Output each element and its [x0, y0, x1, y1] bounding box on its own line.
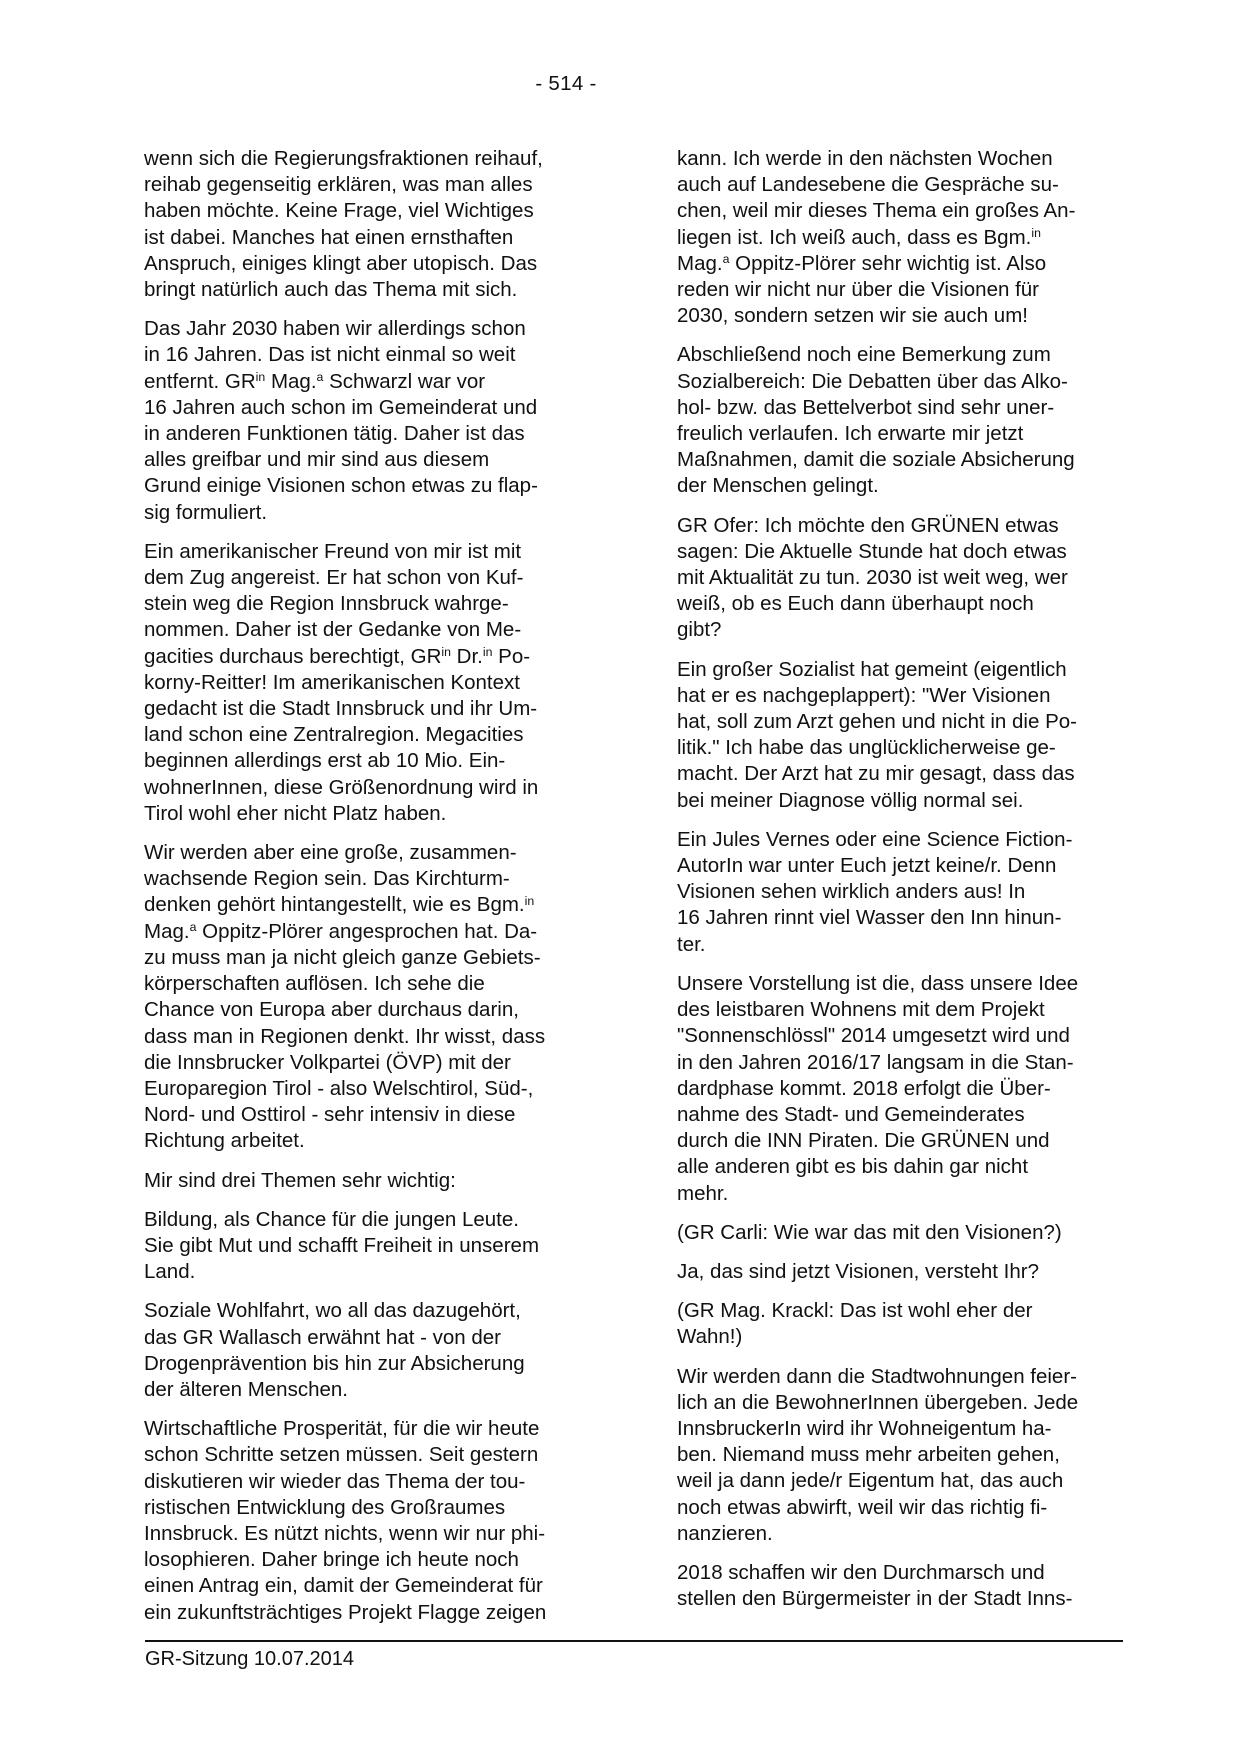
- text-line: Anspruch, einiges klingt aber utopisch. Das: [144, 251, 538, 275]
- text-line: Das Jahr 2030 haben wir allerdings schon: [144, 317, 526, 341]
- text-line: Ein großer Sozialist hat gemeint (eigentlich: [677, 657, 1067, 681]
- text-line: die Innsbrucker Volkpartei (ÖVP) mit der: [144, 1050, 511, 1074]
- text-line: InnsbruckerIn wird ihr Wohneigentum ha-: [677, 1416, 1052, 1440]
- paragraph: [677, 827, 1128, 958]
- text-line: Tirol wohl eher nicht Platz haben.: [144, 801, 447, 825]
- text-line: wohnerInnen, diese Größenordnung wird in: [144, 775, 539, 799]
- text-line: stellen den Bürgermeister in der Stadt Inns-: [677, 1587, 1073, 1611]
- text-line: hat er es nachgeplappert): "Wer Visionen: [677, 683, 1051, 707]
- text-line: Sozialbereich: Die Debatten über das Alko-: [677, 369, 1068, 393]
- text-line: 16 Jahren rinnt viel Wasser den Inn hinun-: [677, 906, 1062, 930]
- text-line: dass man in Regionen denkt. Ihr wisst, dass: [144, 1024, 546, 1048]
- text-line: Land.: [144, 1260, 196, 1284]
- text-line: beginnen allerdings erst ab 10 Mio. Ein-: [144, 749, 506, 773]
- text-line: zu muss man ja nicht gleich ganze Gebiets-: [144, 945, 541, 969]
- text-line: losophieren. Daher bringe ich heute noch: [144, 1548, 519, 1572]
- paragraph: [677, 1560, 1128, 1612]
- text-line: Grund einige Visionen schon etwas zu flap-: [144, 474, 538, 498]
- right-column: [677, 146, 1128, 1626]
- text-line: 16 Jahren auch schon im Gemeinderat und: [144, 395, 538, 419]
- paragraph: [144, 1298, 599, 1403]
- paragraph: [677, 1220, 1128, 1246]
- text-line: Abschließend noch eine Bemerkung zum: [677, 343, 1051, 367]
- text-line: gedacht ist die Stadt Innsbruck und ihr Um-: [144, 697, 538, 721]
- text-line: einen Antrag ein, damit der Gemeinderat für: [144, 1574, 543, 1598]
- text-line: wenn sich die Regierungsfraktionen reihauf,: [144, 147, 543, 170]
- text-line: schon Schritte setzen müssen. Seit gestern: [144, 1443, 539, 1467]
- text-line: das GR Wallasch erwähnt hat - von der: [144, 1325, 502, 1349]
- text-line: "Sonnenschlössl" 2014 umgesetzt wird und: [677, 1024, 1070, 1048]
- text-line: gibt?: [677, 618, 722, 642]
- text-line: Mag.$^a$ Oppitz-Plörer sehr wichtig ist. Also: [677, 251, 1047, 275]
- text-line: freulich verlaufen. Ich erwarte mir jetzt: [677, 422, 1024, 446]
- text-line: land schon eine Zentralregion. Megacities: [144, 723, 524, 747]
- text-line: Europaregion Tirol - also Welschtirol, Süd-,: [144, 1076, 534, 1100]
- text-line: in anderen Funktionen tätig. Daher ist das: [144, 422, 525, 446]
- text-line: körperschaften auflösen. Ich sehe die: [144, 972, 485, 996]
- text-line: haben möchte. Keine Frage, viel Wichtiges: [144, 199, 534, 223]
- text-line: des leistbaren Wohnens mit dem Projekt: [677, 998, 1045, 1022]
- paragraph: [677, 513, 1128, 644]
- text-line: der älteren Menschen.: [144, 1377, 348, 1401]
- text-line: noch etwas abwirft, weil wir das richtig fi-: [677, 1495, 1048, 1519]
- text-columns: [144, 146, 1128, 1626]
- text-line: ein zukunftsträchtiges Projekt Flagge zeigen: [144, 1600, 547, 1624]
- text-line: lich an die BewohnerInnen übergeben. Jede: [677, 1390, 1079, 1414]
- text-line: wachsende Region sein. Das Kirchturm-: [144, 867, 510, 891]
- paragraph: [144, 840, 599, 1154]
- paragraph: [677, 971, 1128, 1207]
- text-line: der Menschen gelingt.: [677, 474, 879, 498]
- text-line: gacities durchaus berechtigt, $GR^{in}$ Dr.$^{in}$ Po-: [144, 644, 531, 668]
- text-line: sig formuliert.: [144, 500, 268, 524]
- text-line: hat, soll zum Arzt gehen und nicht in die Po-: [677, 710, 1077, 734]
- text-line: Wahn!): [677, 1325, 743, 1349]
- text-line: Chance von Europa aber durchaus darin,: [144, 998, 519, 1022]
- paragraph: [677, 342, 1128, 499]
- text-line: in den Jahren 2016/17 langsam in die Stan-: [677, 1050, 1074, 1074]
- text-line: Innsbruck. Es nützt nichts, wenn wir nur phi-: [144, 1521, 546, 1545]
- text-line: kann. Ich werde in den nächsten Wochen: [677, 147, 1053, 170]
- text-line: Mir sind drei Themen sehr wichtig:: [144, 1168, 456, 1192]
- text-line: Wir werden dann die Stadtwohnungen feier-: [677, 1364, 1077, 1388]
- text-line: hol- bzw. das Bettelverbot sind sehr uner-: [677, 395, 1055, 419]
- text-line: entfernt. $GR^{in}$ Mag.$^a$ Schwarzl war vor: [144, 369, 486, 393]
- text-line: Wir werden aber eine große, zusammen-: [144, 841, 517, 865]
- paragraph: [144, 1207, 599, 1286]
- paragraph: [677, 1364, 1128, 1547]
- paragraph: [144, 146, 599, 303]
- text-line: dem Zug angereist. Er hat schon von Kuf-: [144, 566, 524, 590]
- text-line: alle anderen gibt es bis dahin gar nicht: [677, 1155, 1029, 1179]
- text-line: sagen: Die Aktuelle Stunde hat doch etwas: [677, 539, 1067, 563]
- text-line: Maßnahmen, damit die soziale Absicherung: [677, 448, 1075, 472]
- left-column: [144, 146, 599, 1626]
- text-line: in 16 Jahren. Das ist nicht einmal so weit: [144, 343, 516, 367]
- text-line: Visionen sehen wirklich anders aus! In: [677, 880, 1026, 904]
- text-line: AutorIn war unter Euch jetzt keine/r. Denn: [677, 854, 1057, 878]
- text-line: nanzieren.: [677, 1521, 773, 1545]
- text-line: dardphase kommt. 2018 erfolgt die Über-: [677, 1076, 1051, 1100]
- text-line: Ein Jules Vernes oder eine Science Fiction-: [677, 827, 1073, 851]
- paragraph: [677, 1259, 1128, 1285]
- paragraph: [677, 1298, 1128, 1350]
- text-line: weiß, ob es Euch dann überhaupt noch: [677, 592, 1034, 616]
- text-line: Ja, das sind jetzt Visionen, versteht Ihr?: [677, 1259, 1039, 1283]
- text-line: bringt natürlich auch das Thema mit sich.: [144, 278, 518, 302]
- text-line: auch auf Landesebene die Gespräche su-: [677, 173, 1059, 197]
- text-line: bei meiner Diagnose völlig normal sei.: [677, 788, 1024, 812]
- text-line: Unsere Vorstellung ist die, dass unsere Idee: [677, 971, 1079, 995]
- text-line: Ein amerikanischer Freund von mir ist mit: [144, 539, 522, 563]
- text-line: denken gehört hintangestellt, wie es Bgm.$^{in}$: [144, 893, 535, 917]
- text-line: 2018 schaffen wir den Durchmarsch und: [677, 1560, 1045, 1584]
- text-line: (GR Carli: Wie war das mit den Visionen?): [677, 1220, 1062, 1244]
- paragraph: [677, 146, 1128, 329]
- text-line: liegen ist. Ich weiß auch, dass es Bgm.$^{in}$: [677, 225, 1041, 249]
- text-line: mit Aktualität zu tun. 2030 ist weit weg, wer: [677, 566, 1068, 590]
- text-line: Soziale Wohlfahrt, wo all das dazugehört,: [144, 1299, 521, 1323]
- text-line: Wirtschaftliche Prosperität, für die wir heute: [144, 1417, 540, 1441]
- text-line: Drogenprävention bis hin zur Absicherung: [144, 1351, 525, 1375]
- text-line: mehr.: [677, 1181, 729, 1205]
- text-line: reden wir nicht nur über die Visionen für: [677, 278, 1039, 302]
- text-line: Mag.$^a$ Oppitz-Plörer angesprochen hat. Da-: [144, 919, 538, 943]
- text-line: Richtung arbeitet.: [144, 1129, 305, 1153]
- paragraph: [144, 316, 599, 526]
- text-line: stein weg die Region Innsbruck wahrge-: [144, 592, 509, 616]
- text-line: chen, weil mir dieses Thema ein großes An-: [677, 199, 1076, 223]
- text-line: Nord- und Osttirol - sehr intensiv in diese: [144, 1103, 516, 1127]
- text-line: nommen. Daher ist der Gedanke von Me-: [144, 618, 522, 642]
- paragraph: [144, 1416, 599, 1626]
- text-line: litik." Ich habe das unglücklicherweise ge-: [677, 736, 1056, 760]
- text-line: alles greifbar und mir sind aus diesem: [144, 448, 490, 472]
- text-line: (GR Mag. Krackl: Das ist wohl eher der: [677, 1299, 1033, 1323]
- text-line: diskutieren wir wieder das Thema der tou-: [144, 1469, 526, 1493]
- page-number: - 514 -: [535, 72, 597, 95]
- text-line: durch die INN Piraten. Die GRÜNEN und: [677, 1129, 1050, 1153]
- text-line: ter.: [677, 932, 706, 956]
- text-line: macht. Der Arzt hat zu mir gesagt, dass das: [677, 762, 1075, 786]
- paragraph: [144, 539, 599, 827]
- text-line: 2030, sondern setzen wir sie auch um!: [677, 304, 1028, 328]
- footer-text: GR-Sitzung 10.07.2014: [145, 1648, 355, 1670]
- text-line: nahme des Stadt- und Gemeinderates: [677, 1102, 1025, 1126]
- text-line: ristischen Entwicklung des Großraumes: [144, 1495, 506, 1519]
- text-line: korny-Reitter! Im amerikanischen Kontext: [144, 670, 520, 694]
- text-line: ist dabei. Manches hat einen ernsthaften: [144, 225, 514, 249]
- text-line: Bildung, als Chance für die jungen Leute.: [144, 1207, 519, 1231]
- text-line: reihab gegenseitig erklären, was man alles: [144, 173, 533, 197]
- footer-rule: [145, 1640, 1123, 1642]
- paragraph: [144, 1168, 599, 1194]
- paragraph: [677, 657, 1128, 814]
- text-line: weil ja dann jede/r Eigentum hat, das auch: [677, 1469, 1064, 1493]
- text-line: ben. Niemand muss mehr arbeiten gehen,: [677, 1443, 1060, 1467]
- text-line: GR Ofer: Ich möchte den GRÜNEN etwas: [677, 513, 1059, 537]
- text-line: Sie gibt Mut und schafft Freiheit in unserem: [144, 1233, 540, 1257]
